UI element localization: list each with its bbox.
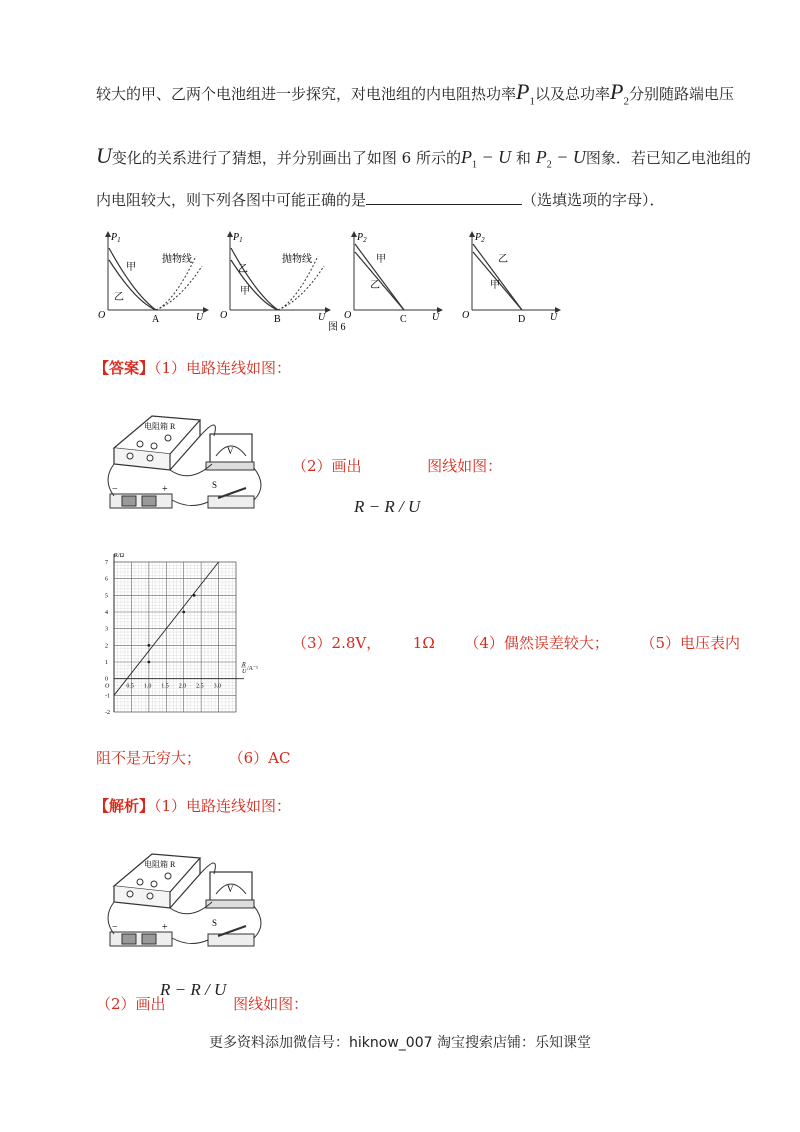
analysis-text: （1）电路连线如图： [154,797,292,815]
answer-chart [96,548,266,720]
symbol-p2-u: $P_2 - U$ [535,147,586,171]
answer-text: （2）画出 [292,457,362,475]
question-text: 分别随路端电压 [628,85,734,103]
data-point [182,611,185,614]
figure-6-panel-a [98,232,208,325]
question-line-1 [96,79,734,111]
figure-6-panel-b [220,232,330,325]
question-text: 和 [515,149,531,167]
point-label: C [400,314,407,325]
curve-label: 甲 [126,262,136,273]
battery-plus: + [162,484,168,495]
axis-label-p2: $P_2$ [357,232,367,244]
data-point [193,594,196,597]
y-tick-label: -1 [105,693,110,700]
point-label: B [274,314,281,325]
battery-minus: − [112,922,118,933]
battery-plus: + [162,922,168,933]
answer-line-1 [94,358,291,378]
y-tick-label: 2 [105,643,108,650]
axis-label-u: U [196,312,204,323]
question-text: 内电阻较大，则下列各图中可能正确的是 [96,191,367,209]
circuit-diagram-2 [100,838,268,956]
origin-label: O [98,310,106,321]
question-text: 以及总功率 [534,85,610,103]
curve-label: 甲 [490,280,500,291]
question-text: 图象．若已知乙电池组的 [585,149,751,167]
data-point [147,644,150,647]
answer-text: （1）电路连线如图： [154,359,292,377]
switch [208,496,254,508]
axis-label-p2: $P_2$ [475,232,485,244]
x-tick-label: 0.5 [126,683,134,690]
switch-label: S [212,918,218,928]
battery [110,494,172,508]
answer-text: 1Ω [412,634,435,652]
question-line-3 [96,190,665,210]
axis-label-p1: $P_1$ [233,232,243,244]
y-tick-label: 1 [105,660,108,666]
curve-label: 乙 [370,280,380,291]
answer-blank[interactable] [366,190,522,205]
analysis-text: 图线如图： [233,995,309,1013]
axis-label-u: U [318,312,326,323]
data-point [147,661,150,664]
curve-yi [231,248,278,310]
analysis-text: （2）画出 [96,995,166,1013]
y-tick-label: 6 [105,576,108,583]
figure-caption: 图 6 [328,322,346,333]
footer-text: 更多资料添加微信号：hiknow_007 淘宝搜索店铺：乐知课堂 [209,1035,591,1051]
y-tick-label: 5 [105,593,108,600]
point-label: A [152,314,160,325]
y-tick-label: 3 [105,626,108,633]
voltmeter-label: V [227,446,234,456]
resistance-box-label: 电阻箱 R [144,860,176,869]
battery [110,932,172,946]
voltmeter-label: V [227,884,234,894]
origin-label: O [344,310,352,321]
resistance-box-label: 电阻箱 R [144,422,176,431]
analysis-line-2 [96,994,308,1014]
x-tick-label: 3.0 [213,683,222,690]
question-text: 较大的甲、乙两个电池组进一步探究，对电池组的内电阻热功率 [96,85,517,103]
y-tick-label: 0 [105,676,108,683]
answer-label: 【答案】 [94,359,155,377]
origin-label: O [105,683,110,690]
svg-text:R: R [242,662,246,668]
chart-x-label [241,662,258,675]
battery-minus: − [112,484,118,495]
point-label: D [518,314,526,325]
symbol-p1-u: $P_1 - U$ [460,147,512,171]
answer-text: 图线如图： [427,457,503,475]
y-tick-label: 7 [105,560,108,566]
curve-label: 乙 [114,292,124,303]
answer-formula: R − R / U [354,497,421,516]
symbol-p2: $P_2$ [609,79,629,108]
curve-label: 抛物线 [162,254,192,265]
symbol-u: U [96,143,112,168]
axis-label-p1: $P_1$ [111,232,121,244]
answer-line-2 [292,456,502,476]
analysis-line-1 [94,796,291,816]
analysis-formula: R − R / U [160,980,227,999]
answer-line-3 [292,633,740,653]
axis-label-u: U [550,312,558,323]
x-tick-label: 2.5 [196,683,204,690]
switch-label: S [212,480,218,490]
answer-text: （6）AC [228,749,291,767]
circuit-diagram [100,400,268,518]
x-tick-label: 2.0 [178,683,187,690]
curve-label: 甲 [240,286,250,297]
question-text: 变化的关系进行了猜想，并分别画出了如图 6 所示的 [111,149,461,167]
switch [208,934,254,946]
curve-label: 甲 [376,254,386,265]
curve-dashed [278,266,324,310]
figure-6-panel-c [344,232,442,325]
axis-label-u: U [432,312,440,323]
origin-label: O [220,310,228,321]
answer-text: （5）电压表内 [640,634,740,652]
x-tick-label: 1.0 [143,683,152,690]
answer-text: （3）2.8V， [292,634,382,652]
y-tick-label: 4 [105,610,108,616]
question-line-2 [96,143,751,176]
answer-line-4 [96,748,290,768]
figure-6-panel-d [462,232,560,325]
question-text: （选填选项的字母）． [522,191,665,209]
origin-label: O [462,310,470,321]
curve-label: 乙 [238,264,248,275]
analysis-label: 【解析】 [94,797,155,815]
chart-y-label: R/Ω [114,553,125,559]
curve-label: 乙 [498,254,508,265]
svg-text:/A⁻¹: /A⁻¹ [247,666,258,672]
symbol-p1: $P_1$ [516,79,535,108]
answer-text: 阻不是无穷大； [96,749,202,767]
y-tick-label: -2 [105,710,110,716]
x-tick-label: 1.5 [161,683,169,690]
answer-text: （4）偶然误差较大； [464,634,609,652]
curve-dashed [156,266,202,310]
svg-text:U: U [242,669,247,675]
curve-label: 抛物线 [282,254,312,265]
figure-6 [96,226,576,338]
